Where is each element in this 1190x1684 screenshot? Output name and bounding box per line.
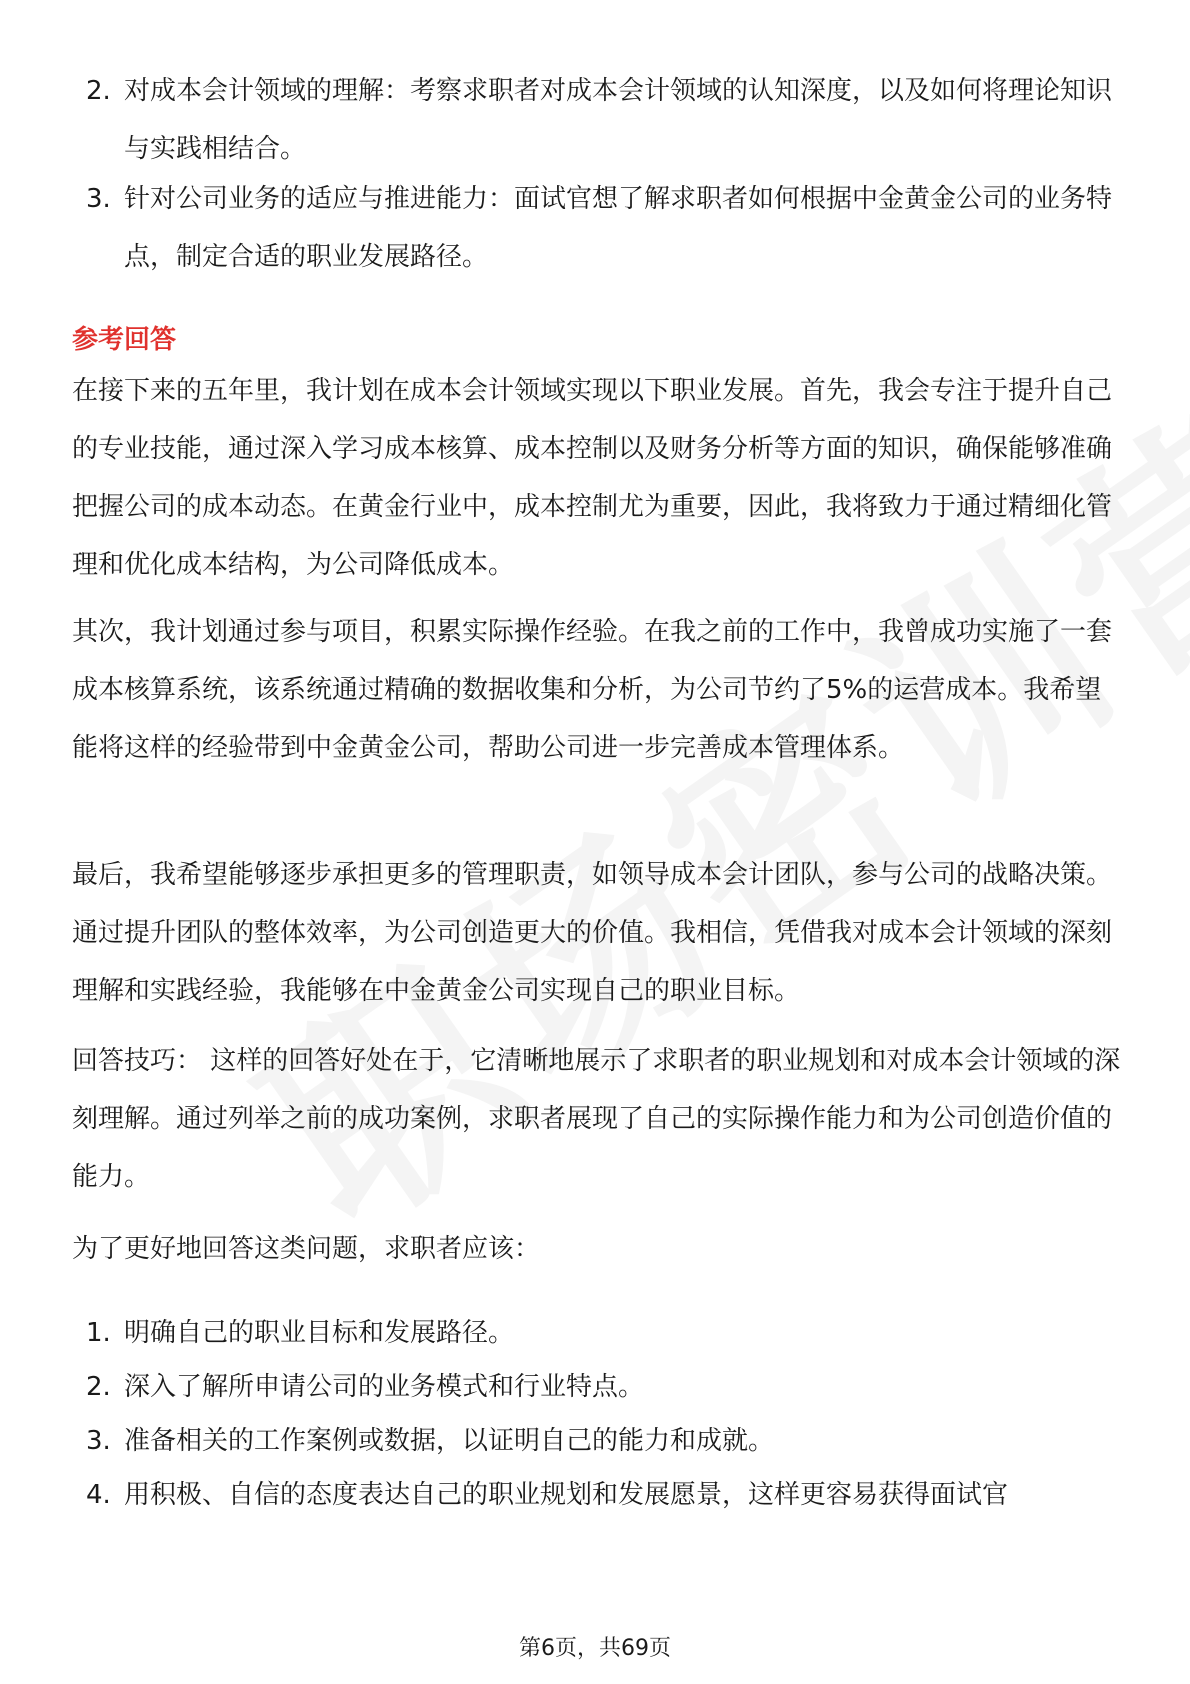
list-number: 2.: [86, 76, 111, 106]
list-text: 针对公司业务的适应与推进能力：面试官想了解求职者如何根据中金黄金公司的业务特点，制定合适的职业发展路径。: [124, 184, 1113, 272]
list-text: 用积极、自信的态度表达自己的职业规划和发展愿景，这样更容易获得面试官: [124, 1480, 1009, 1510]
page-number: 第6页，共69页: [519, 1636, 671, 1661]
list-text: 深入了解所申请公司的业务模式和行业特点。: [124, 1372, 645, 1402]
section-heading: 参考回答: [72, 325, 177, 355]
list-text: 明确自己的职业目标和发展路径。: [124, 1318, 515, 1348]
list-number: 3.: [86, 1426, 111, 1456]
list-number: 4.: [86, 1480, 111, 1510]
list-text: 对成本会计领域的理解：考察求职者对成本会计领域的认知深度，以及如何将理论知识与实践相结合。: [124, 76, 1113, 164]
list-number: 2.: [86, 1372, 111, 1402]
answer-paragraph-2: 其次，我计划通过参与项目，积累实际操作经验。在我之前的工作中，我曾成功实施了一套成本核算系统，该系统通过精确的数据收集和分析，为公司节约了5%的运营成本。我希望能将这样的经验带到中金黄金公司，帮助公司进一步完善成本管理体系。: [72, 617, 1113, 763]
list-number: 3.: [86, 184, 111, 214]
advice-intro: 为了更好地回答这类问题，求职者应该：: [72, 1234, 541, 1264]
list-number: 1.: [86, 1318, 111, 1348]
tips-paragraph: 回答技巧： 这样的回答好处在于，它清晰地展示了求职者的职业规划和对成本会计领域的深刻理解。通过列举之前的成功案例，求职者展现了自己的实际操作能力和为公司创造价值的能力。: [72, 1046, 1121, 1192]
list-text: 准备相关的工作案例或数据，以证明自己的能力和成就。: [124, 1426, 775, 1456]
answer-paragraph-1: 在接下来的五年里，我计划在成本会计领域实现以下职业发展。首先，我会专注于提升自己的专业技能，通过深入学习成本核算、成本控制以及财务分析等方面的知识，确保能够准确把握公司的成本动态。在黄金行业中，成本控制尤为重要，因此，我将致力于通过精细化管理和优化成本结构，为公司降低成本。: [72, 376, 1113, 580]
answer-paragraph-3: 最后，我希望能够逐步承担更多的管理职责，如领导成本会计团队，参与公司的战略决策。通过提升团队的整体效率，为公司创造更大的价值。我相信，凭借我对成本会计领域的深刻理解和实践经验，我能够在中金黄金公司实现自己的职业目标。: [72, 860, 1113, 1006]
